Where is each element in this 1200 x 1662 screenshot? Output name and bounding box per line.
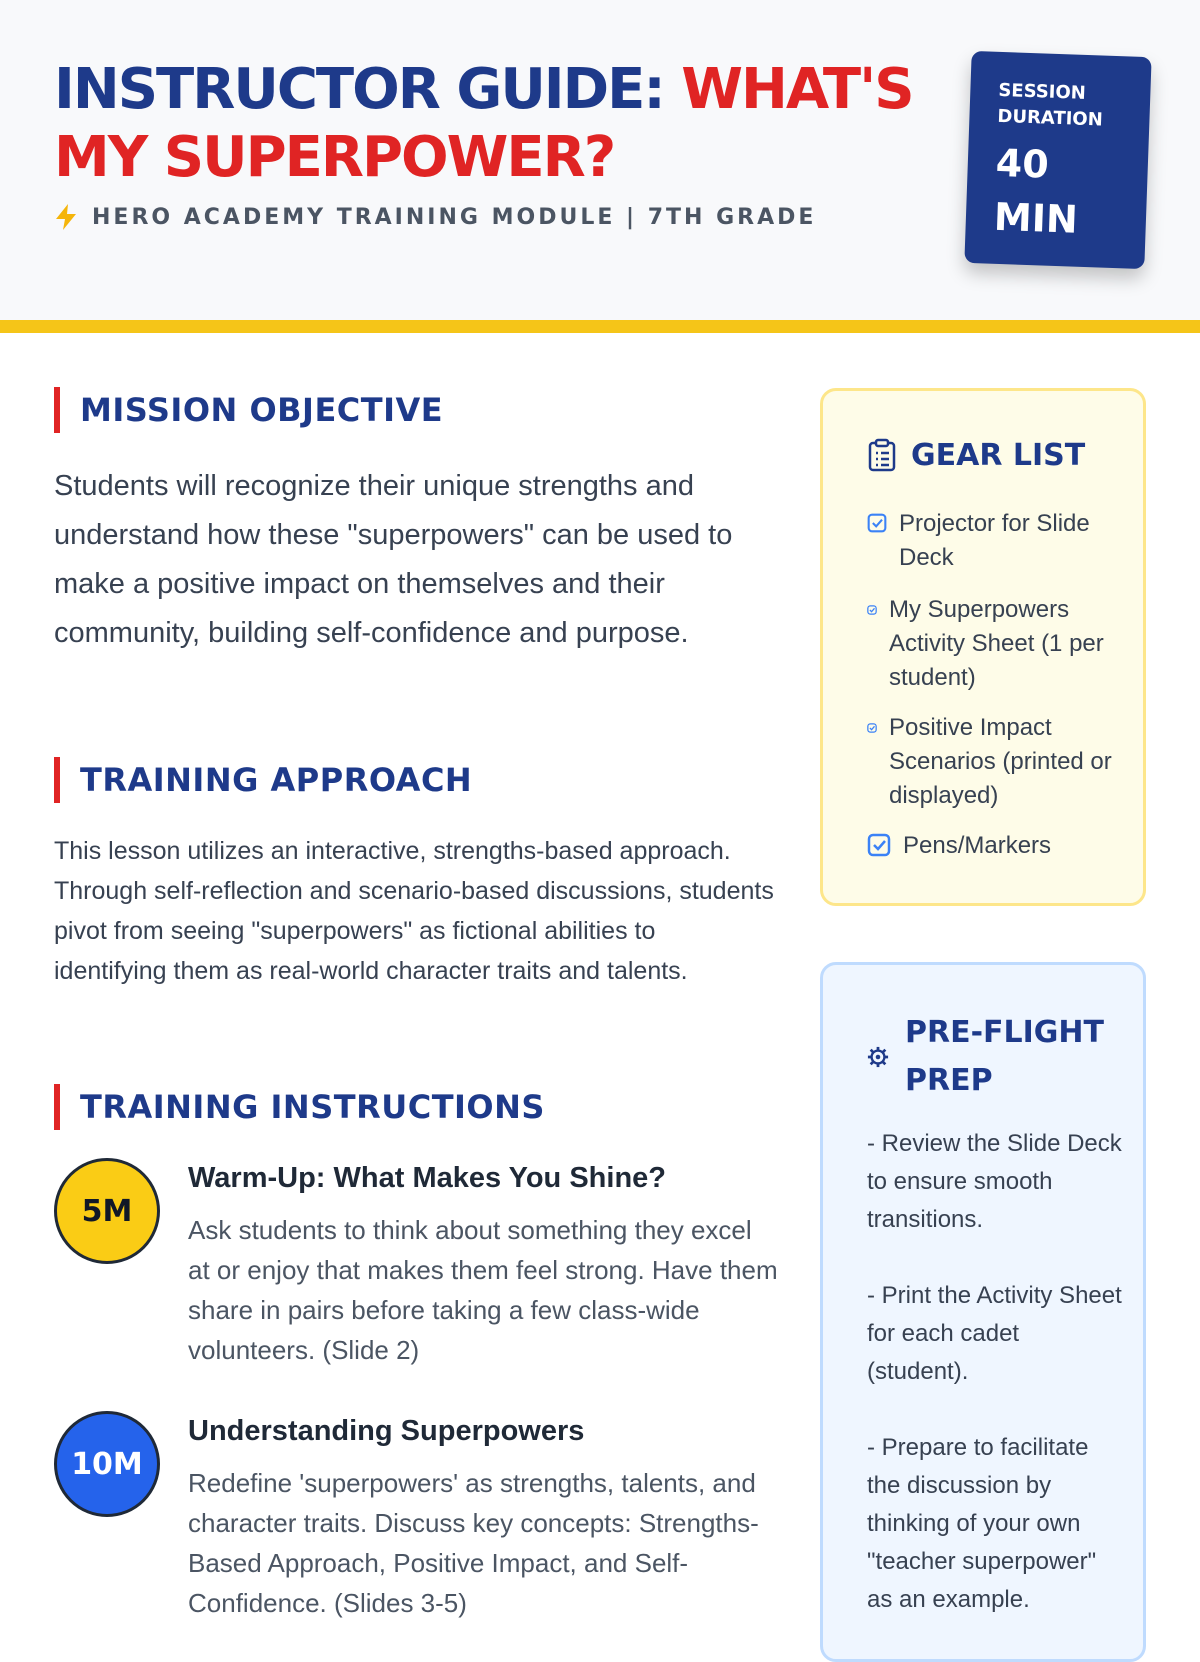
- header-accent-bar: [0, 320, 1200, 333]
- checkbox-checked-icon: [867, 605, 877, 615]
- gear-list-card: [820, 388, 1146, 906]
- pre-flight-prep-heading: [867, 1009, 1127, 1105]
- page-subtitle: [54, 202, 816, 232]
- duration-label: SESSION DURATION: [997, 79, 1104, 131]
- checkbox-checked-icon: [867, 723, 877, 733]
- gear-list-item: Positive Impact Scenarios (printed or displayed): [867, 711, 1117, 813]
- pre-flight-prep-title: PRE-FLIGHT PREP: [905, 1015, 1104, 1098]
- duration-value: 40 MIN: [993, 140, 1079, 242]
- gear-list-heading: [867, 435, 1085, 475]
- pre-flight-prep-card: [820, 962, 1146, 1662]
- gear-list-item: Projector for Slide Deck: [867, 507, 1107, 575]
- instruction-step: [54, 1158, 778, 1378]
- step-title: Understanding Superpowers: [188, 1415, 585, 1447]
- pre-flight-prep-text: - Review the Slide Deck to ensure smooth transitions. - Print the Activity Sheet for each cadet (student). - Prepare to facilitate the discussion by thinking of your own "teacher superpower" as an example.: [867, 1130, 1122, 1613]
- mission-objective-text: Students will recognize their unique strengths and understand how these "superpowers" can be used to make a positive impact on themselves and their community, building self-confidence and purpose.: [54, 470, 733, 649]
- instruction-step: [54, 1411, 774, 1618]
- step-time-badge: 5M: [54, 1158, 160, 1264]
- page-title: [54, 56, 944, 192]
- gear-list-item: My Superpowers Activity Sheet (1 per student): [867, 593, 1117, 695]
- checkbox-checked-icon: [867, 513, 887, 533]
- session-duration-card: [964, 51, 1151, 269]
- step-time-badge: 10M: [54, 1411, 160, 1517]
- gear-list-title: GEAR LIST: [911, 437, 1086, 473]
- title-part-red: WHAT'S MY SUPERPOWER?: [54, 57, 913, 190]
- training-approach-text: This lesson utilizes an interactive, strengths-based approach. Through self-reflection and scenario-based discussions, students pivot from seeing "superpowers" as fictional abilities to identifying them as real-world character traits and talents.: [54, 837, 774, 985]
- training-approach-heading: TRAINING APPROACH: [54, 757, 472, 803]
- training-instructions-heading: TRAINING INSTRUCTIONS: [54, 1084, 545, 1130]
- gear-list-item: Pens/Markers: [867, 829, 1117, 863]
- clipboard-icon: [867, 438, 897, 472]
- step-title: Warm-Up: What Makes You Shine?: [188, 1162, 667, 1194]
- step-description: Ask students to think about something they excel at or enjoy that makes them feel strong. Have them share in pairs before taking a few class-wide volunteers. (Slide 2): [188, 1215, 778, 1365]
- gear-icon: [867, 1046, 889, 1068]
- checkbox-checked-icon: [867, 833, 891, 857]
- title-part-navy: INSTRUCTOR GUIDE:: [54, 57, 682, 122]
- subtitle-text: HERO ACADEMY TRAINING MODULE | 7TH GRADE: [92, 204, 817, 230]
- step-description: Redefine 'superpowers' as strengths, talents, and character traits. Discuss key concepts: Strengths-Based Approach, Positive Impact, and Self-Confidence. (Slides 3-5): [188, 1468, 759, 1618]
- lightning-bolt-icon: [54, 203, 78, 231]
- mission-objective-heading: MISSION OBJECTIVE: [54, 387, 443, 433]
